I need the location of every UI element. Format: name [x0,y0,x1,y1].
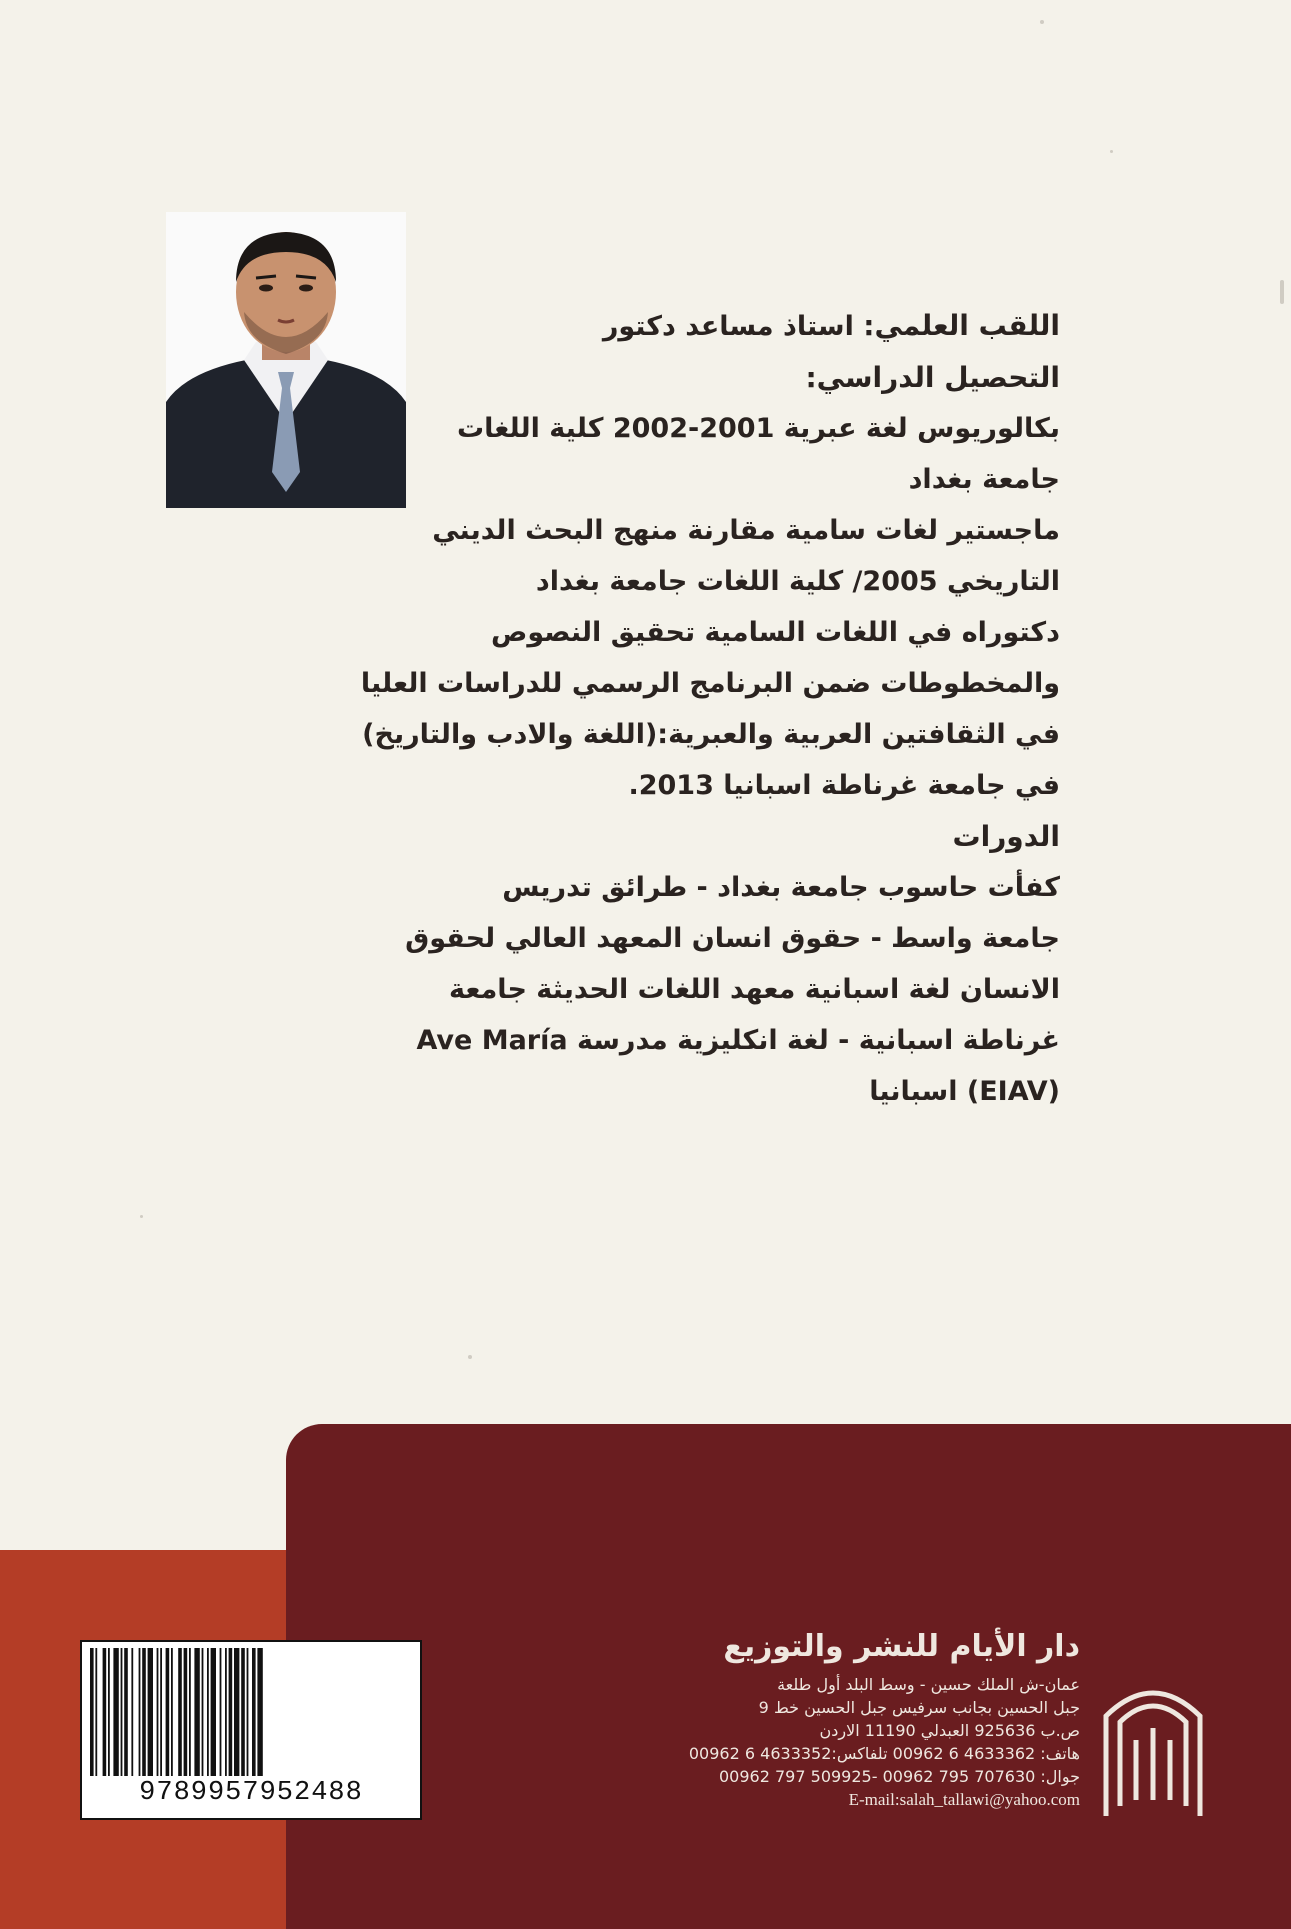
education-line-1: بكالوريوس لغة عبرية 2001-2002 كلية اللغات [456,413,1060,444]
barcode-bar [229,1648,233,1776]
paper-speck [1110,150,1113,153]
education-line-5: دكتوراه في اللغات السامية تحقيق النصوص [491,617,1060,648]
publisher-email: E-mail:salah_tallawi@yahoo.com [848,1790,1080,1809]
publisher-phone: هاتف: 4633362 6 00962 تلفاكس:4633352 6 00962 [688,1744,1080,1763]
barcode-bar [252,1648,256,1776]
paper-speck [1040,20,1044,24]
publisher-pobox: ص.ب 925636 العبدلي 11190 الاردن [819,1721,1080,1740]
barcode-bar [124,1648,128,1776]
education-line-4: التاريخي 2005/ كلية اللغات جامعة بغداد [535,566,1060,597]
author-portrait-illustration [166,212,406,508]
barcode-bar [178,1648,182,1776]
barcode-bar [108,1648,110,1776]
academic-title-label: اللقب العلمي: [863,309,1060,342]
isbn-digits: 9789957952488 [139,1778,363,1808]
barcode-bar [171,1648,173,1776]
courses-line-3: الانسان لغة اسبانية معهد اللغات الحديثة جامعة [448,974,1060,1005]
education-line-3: ماجستير لغات سامية مقارنة منهج البحث الديني [432,515,1060,546]
barcode-bar [225,1648,227,1776]
barcode-bar [211,1648,216,1776]
barcode-bar [184,1648,188,1776]
barcode-bar [202,1648,204,1776]
barcode-bar [113,1648,118,1776]
barcode-bar [121,1648,123,1776]
education-line-6: والمخطوطات ضمن البرنامج الرسمي للدراسات العليا [360,668,1060,699]
courses-line-2: جامعة واسط - حقوق انسان المعهد العالي لحقوق [405,923,1060,954]
author-photo [166,212,406,508]
barcode-bar [257,1648,262,1776]
barcode-bar [90,1648,94,1776]
barcode-bar [131,1648,133,1776]
barcode-bar [148,1648,153,1776]
courses-line-4: غرناطة اسبانية - لغة انكليزية مدرسة Ave María [416,1025,1060,1056]
barcode-bar [247,1648,249,1776]
paper-speck [468,1355,472,1359]
education-heading: التحصيل الدراسي: [805,361,1060,394]
publisher-logo-icon [1098,1660,1208,1820]
publisher-name: دار الأيام للنشر والتوزيع [723,1629,1080,1664]
author-biography [360,300,1060,1117]
education-line-2: جامعة بغداد [908,464,1060,495]
courses-heading: الدورات [952,820,1060,853]
isbn-barcode [80,1640,422,1820]
education-line-7: في الثقافتين العربية والعبرية:(اللغة والادب والتاريخ) [362,719,1060,750]
courses-line-5: (EIAV) اسبانيا [869,1076,1060,1107]
barcode-bar [241,1648,245,1776]
academic-title-line [410,300,1060,352]
publisher-mobile: جوال: 707630 795 00962 -509925 797 00962 [719,1767,1080,1786]
barcode-bar [139,1648,141,1776]
barcode-bar [157,1648,159,1776]
barcode-bars [90,1648,410,1776]
barcode-bar [142,1648,146,1776]
publisher-address-2: جبل الحسين بجانب سرفيس جبل الحسين خط 9 [758,1698,1080,1717]
barcode-bar [160,1648,162,1776]
barcode-bar [103,1648,107,1776]
education-line-8: في جامعة غرناطة اسبانيا 2013. [628,770,1060,801]
courses-line-1: كفأت حاسوب جامعة بغداد - طرائق تدريس [502,872,1060,903]
barcode-bar [207,1648,209,1776]
barcode-bar [220,1648,222,1776]
paper-speck [1280,280,1284,304]
paper-speck [140,1215,143,1218]
barcode-bar [95,1648,97,1776]
barcode-bar [194,1648,199,1776]
barcode-bar [166,1648,170,1776]
publisher-info [640,1625,1080,1811]
barcode-bar [189,1648,191,1776]
barcode-bar [234,1648,239,1776]
academic-title-value: استاذ مساعد دكتور [602,311,854,342]
publisher-address-1: عمان-ش الملك حسين - وسط البلد أول طلعة [777,1675,1080,1694]
